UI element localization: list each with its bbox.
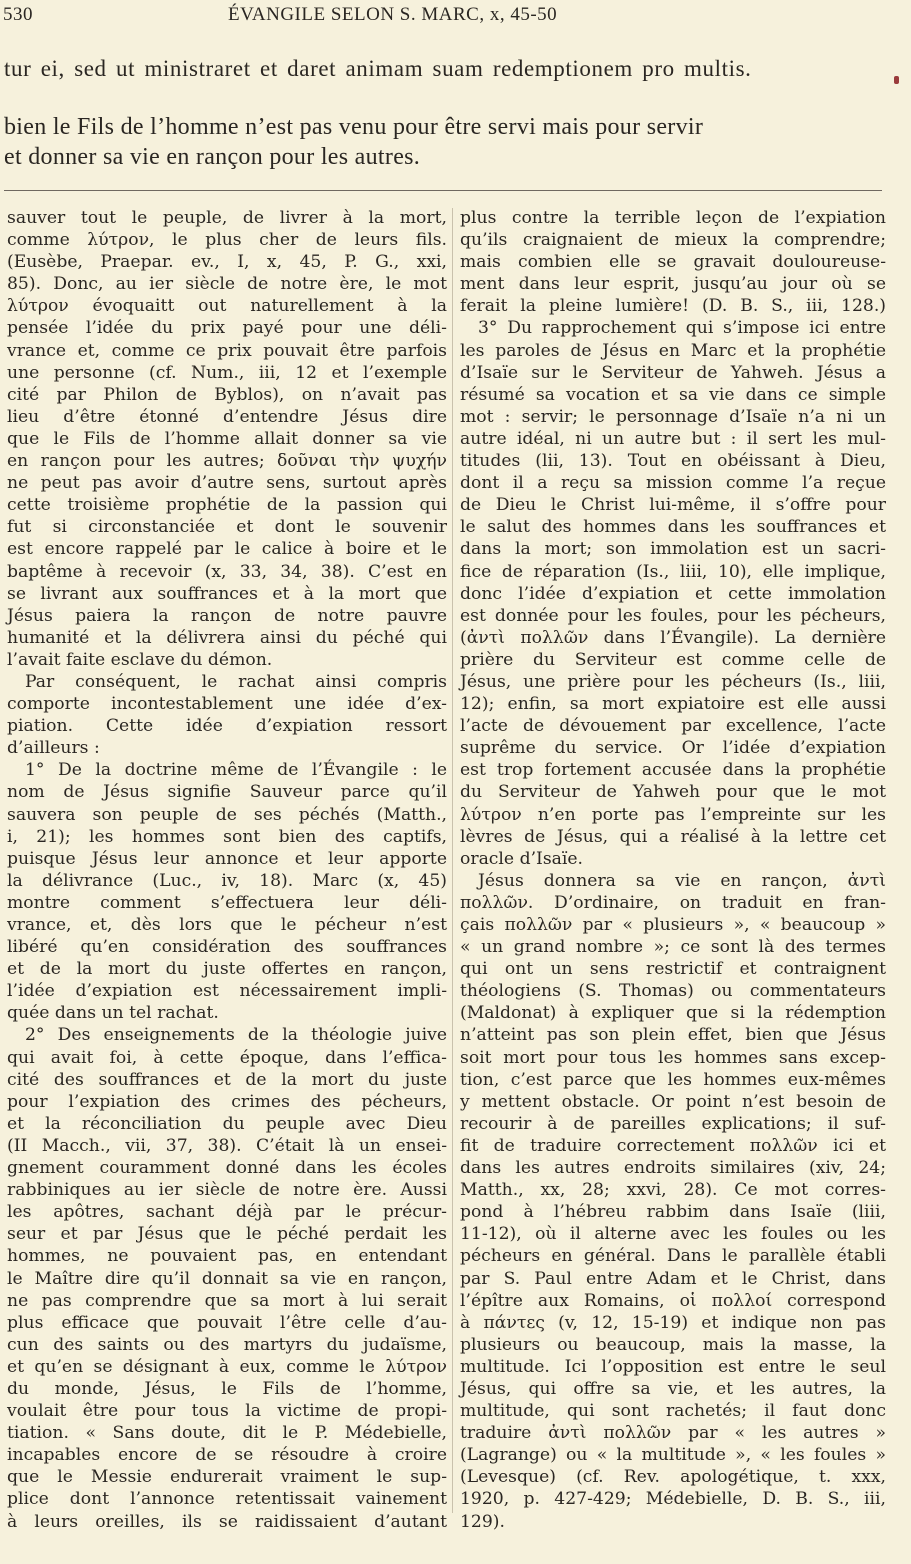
text-line: quée dans un tel rachat. [7, 1003, 219, 1024]
text-line: Jésus, qui offre sa vie, et les autres, la [460, 1378, 886, 1399]
text-line: comporte incontestablement une idée d’ex- [7, 694, 447, 715]
text-line: mot : servir; le personnage d’Isaïe n’a ni un [460, 406, 886, 427]
text-line: hommes, ne pouvaient pas, en entendant [7, 1246, 447, 1267]
text-line: tion, c’est parce que les hommes eux-mêmes [460, 1069, 886, 1090]
text-line: (Eusèbe, Praepar. ev., I, x, 45, P. G., xxi, [7, 252, 447, 273]
text-line: ferait la pleine lumière! (D. B. S., iii, 128.) [460, 296, 886, 317]
commentary-right-column [460, 207, 886, 1533]
page-number: 530 [3, 4, 33, 25]
text-line: les paroles de Jésus en Marc et la prophétie [460, 340, 886, 361]
text-line: est trop fortement accusée dans la prophétie [460, 760, 886, 781]
text-line: d’ailleurs : [7, 738, 100, 759]
text-line: autre idéal, ni un autre but : il sert les mul- [460, 428, 886, 449]
text-line: rabbiniques au ier siècle de notre ère. Aussi [7, 1180, 447, 1201]
text-line: (Levesque) (cf. Rev. apologétique, t. xxx, [460, 1467, 886, 1488]
text-line: plice dont l’annonce retentissait vainement [7, 1489, 447, 1510]
text-line: résumé sa vocation et sa vie dans ce simple [460, 384, 886, 405]
text-line: 11-12), où il alterne avec les foules ou les [460, 1224, 886, 1245]
text-line: soit mort pour tous les hommes sans excep- [460, 1047, 886, 1068]
text-line: gnement couramment donné dans les écoles [7, 1158, 447, 1179]
text-line: Jésus paiera la rançon de notre pauvre [7, 605, 447, 626]
text-line: le Maître dire qu’il donnait sa vie en rançon, [7, 1268, 447, 1289]
text-line: pond à l’hébreu rabbim dans Isaïe (liii, [460, 1202, 886, 1223]
text-line: pour l’expiation des crimes des pécheurs, [7, 1091, 447, 1112]
text-line: ne peut pas avoir d’autre sens, surtout après [7, 473, 447, 494]
text-line: « un grand nombre »; ce sont là des termes [460, 937, 886, 958]
text-line: est donnée pour les foules, pour les pécheurs, [460, 605, 886, 626]
text-line: plusieurs ou beaucoup, mais la masse, la [460, 1334, 886, 1355]
french-verse-line: et donner sa vie en rançon pour les autres. [4, 144, 421, 170]
text-line: fut si circonstanciée et dont le souvenir [7, 517, 447, 538]
text-line: vrance, et, dès lors que le pécheur n’est [7, 915, 447, 935]
ink-stain [894, 76, 899, 84]
text-line: l’acte de dévouement par excellence, l’acte [460, 716, 886, 737]
text-line: théologiens (S. Thomas) ou commentateurs [460, 981, 886, 1002]
text-line: baptême à recevoir (x, 33, 34, 38). C’est en [7, 561, 447, 582]
text-line: multitude, qui sont rachetés; il faut donc [460, 1401, 886, 1422]
text-line: cette troisième prophétie de la passion qui [7, 495, 447, 516]
latin-verse: tur ei, sed ut ministraret et daret animam suam redemptionem pro multis. [4, 56, 752, 81]
text-line: de Dieu le Christ lui-même, il s’offre pour [460, 495, 886, 516]
text-line: du Serviteur de Yahweh pour que le mot [460, 782, 886, 803]
running-title: ÉVANGILE SELON S. MARC, x, 45-50 [228, 4, 558, 25]
running-head [0, 2, 911, 26]
text-line: cité des souffrances et de la mort du juste [7, 1069, 447, 1090]
text-line: plus efficace que pouvait l’être celle d’au- [7, 1312, 447, 1333]
text-line: prière du Serviteur est comme celle de [460, 649, 886, 670]
text-line: lieu d’être étonné d’entendre Jésus dire [7, 406, 447, 427]
french-verse [4, 112, 884, 172]
text-line: fice de réparation (Is., liii, 10), elle implique, [460, 561, 886, 582]
text-line: Par conséquent, le rachat ainsi compris [25, 671, 447, 692]
text-line: (ἀντὶ πολλῶν dans l’Évangile). La dernière [460, 627, 886, 648]
text-line: Jésus, une prière pour les pécheurs (Is., liii, [460, 671, 886, 692]
text-line: 129). [460, 1511, 505, 1532]
text-line: cité par Philon de Byblos), on n’avait pas [7, 384, 447, 405]
french-verse-line: bien le Fils de l’homme n’est pas venu pour être servi mais pour servir [4, 114, 704, 140]
text-line: pécheurs en général. Dans le parallèle établi [460, 1246, 886, 1267]
text-line: 2° Des enseignements de la théologie juive [25, 1025, 447, 1046]
text-line: et de la mort du juste offertes en rançon, [7, 959, 447, 980]
text-line: (II Macch., vii, 37, 38). C’était là un ensei- [7, 1135, 447, 1156]
text-line: πολλῶν. D’ordinaire, on traduit en fran- [460, 892, 886, 913]
text-line: et qu’en se désignant à eux, comme le λύτρον [7, 1356, 447, 1377]
text-line: l’épître aux Romains, οἱ πολλοί correspond [460, 1290, 886, 1311]
text-line: plus contre la terrible leçon de l’expiation [460, 208, 886, 228]
text-line: lèvres de Jésus, qui a réalisé à la lettre cet [460, 826, 886, 847]
text-line: titudes (lii, 13). Tout en obéissant à Dieu, [460, 451, 886, 472]
text-line: puisque Jésus leur annonce et leur apporte [7, 848, 447, 869]
text-line: du monde, Jésus, le Fils de l’homme, [7, 1378, 447, 1399]
text-line: montre comment s’effectuera leur déli- [7, 892, 447, 913]
column-separator [452, 208, 453, 1513]
text-line: multitude. Ici l’opposition est entre le seul [460, 1356, 886, 1377]
text-line: qui ont un sens restrictif et contraignent [460, 959, 886, 980]
text-line: Jésus donnera sa vie en rançon, ἀντὶ [478, 870, 886, 891]
text-line: à leurs oreilles, ils se raidissaient d’autant [7, 1511, 447, 1532]
text-line: libéré qu’en considération des souffrances [7, 937, 447, 958]
text-line: et la réconciliation du peuple avec Dieu [7, 1113, 447, 1134]
text-line: sauver tout le peuple, de livrer à la mort, [7, 208, 447, 228]
text-line: les apôtres, sachant déjà par le précur- [7, 1202, 447, 1223]
text-line: 1920, p. 427-429; Médebielle, D. B. S., iii, [460, 1489, 886, 1510]
text-line: 1° De la doctrine même de l’Évangile : le [25, 760, 447, 781]
text-line: dans la mort; son immolation est un sacri- [460, 539, 886, 560]
text-line: λύτρον évoquaitt out naturellement à la [7, 296, 447, 317]
text-line: 3° Du rapprochement qui s’impose ici entre [478, 318, 886, 339]
text-line: 85). Donc, au ier siècle de notre ère, le mot [7, 274, 447, 295]
text-line: l’avait faite esclave du démon. [7, 649, 273, 670]
text-line: Matth., xx, 28; xxvi, 28). Ce mot corres- [460, 1180, 886, 1201]
text-line: fit de traduire correctement πολλῶν ici et [460, 1135, 886, 1156]
text-line: çais πολλῶν par « plusieurs », « beaucoup » [460, 915, 886, 935]
text-line: pensée l’idée du prix payé pour une déli- [7, 318, 447, 339]
text-line: oracle d’Isaïe. [460, 848, 584, 869]
text-line: comme λύτρον, le plus cher de leurs fils. [7, 230, 447, 251]
text-line: qui avait foi, à cette époque, dans l’effica- [7, 1047, 447, 1068]
text-line: est encore rappelé par le calice à boire et le [7, 539, 447, 560]
text-line: i, 21); les hommes sont bien des captifs, [7, 826, 447, 847]
text-line: vrance et, comme ce prix pouvait être parfois [7, 340, 447, 361]
text-line: incapables encore de se résoudre à croire [7, 1445, 447, 1466]
text-line: mais combien elle se gravait douloureuse- [460, 252, 886, 273]
text-line: dans les autres endroits similaires (xiv, 24; [460, 1158, 886, 1179]
text-line: une personne (cf. Num., iii, 12 et l’exemple [7, 362, 447, 383]
text-line: piation. Cette idée d’expiation ressort [7, 716, 447, 737]
text-line: traduire ἀντὶ πολλῶν par « les autres » [460, 1423, 886, 1444]
text-line: tiation. « Sans doute, dit le P. Médebielle, [7, 1423, 447, 1444]
text-line: nom de Jésus signifie Sauveur parce qu’il [7, 782, 447, 803]
text-line: ment dans leur esprit, jusqu’au jour où se [460, 274, 886, 295]
text-line: seur et par Jésus que le péché perdait les [7, 1224, 447, 1245]
text-line: qu’ils craignaient de mieux la comprendre; [460, 230, 886, 251]
text-line: l’idée d’expiation est nécessairement impli- [7, 981, 447, 1002]
text-line: cun des saints ou des martyrs du judaïsme, [7, 1334, 447, 1355]
text-line: que le Fils de l’homme allait donner sa vie [7, 428, 447, 449]
text-line: (Lagrange) ou « la multitude », « les foules » [460, 1445, 886, 1466]
text-line: se livrant aux souffrances et à la mort que [7, 583, 447, 604]
text-line: à πάντες (v, 12, 15-19) et indique non pas [460, 1312, 886, 1333]
text-line: n’atteint pas son plein effet, bien que Jésus [460, 1025, 886, 1046]
text-line: y mettent obstacle. Or point n’est besoin de [460, 1091, 886, 1112]
text-line: d’Isaïe sur le Serviteur de Yahweh. Jésus a [460, 362, 886, 383]
text-line: 12); enfin, sa mort expiatoire est elle aussi [460, 694, 886, 715]
text-line: dont il a reçu sa mission comme l’a reçue [460, 473, 886, 494]
text-line: en rançon pour les autres; δοῦναι τὴν ψυχήν [7, 451, 447, 472]
text-line: voulait être pour tous la victime de propi- [7, 1401, 447, 1422]
text-line: (Maldonat) à expliquer que si la rédemption [460, 1003, 886, 1024]
text-line: la délivrance (Luc., iv, 18). Marc (x, 45) [7, 870, 447, 891]
commentary-left-column [7, 207, 447, 1533]
text-line: recourir à de pareilles explications; il suf- [460, 1113, 886, 1134]
text-line: donc l’idée d’expiation et cette immolation [460, 583, 886, 604]
text-line: λύτρον n’en porte pas l’empreinte sur les [460, 804, 886, 825]
text-line: ne pas comprendre que sa mort à lui serait [7, 1290, 447, 1311]
section-divider [4, 190, 882, 191]
text-line: le salut des hommes dans les souffrances et [460, 517, 886, 538]
text-line: suprême du service. Or l’idée d’expiation [460, 738, 886, 759]
text-line: humanité et la délivrera ainsi du péché qui [7, 627, 447, 648]
text-line: par S. Paul entre Adam et le Christ, dans [460, 1268, 886, 1289]
text-line: que le Messie endurerait vraiment le sup- [7, 1467, 447, 1488]
text-line: sauvera son peuple de ses péchés (Matth., [7, 804, 447, 825]
